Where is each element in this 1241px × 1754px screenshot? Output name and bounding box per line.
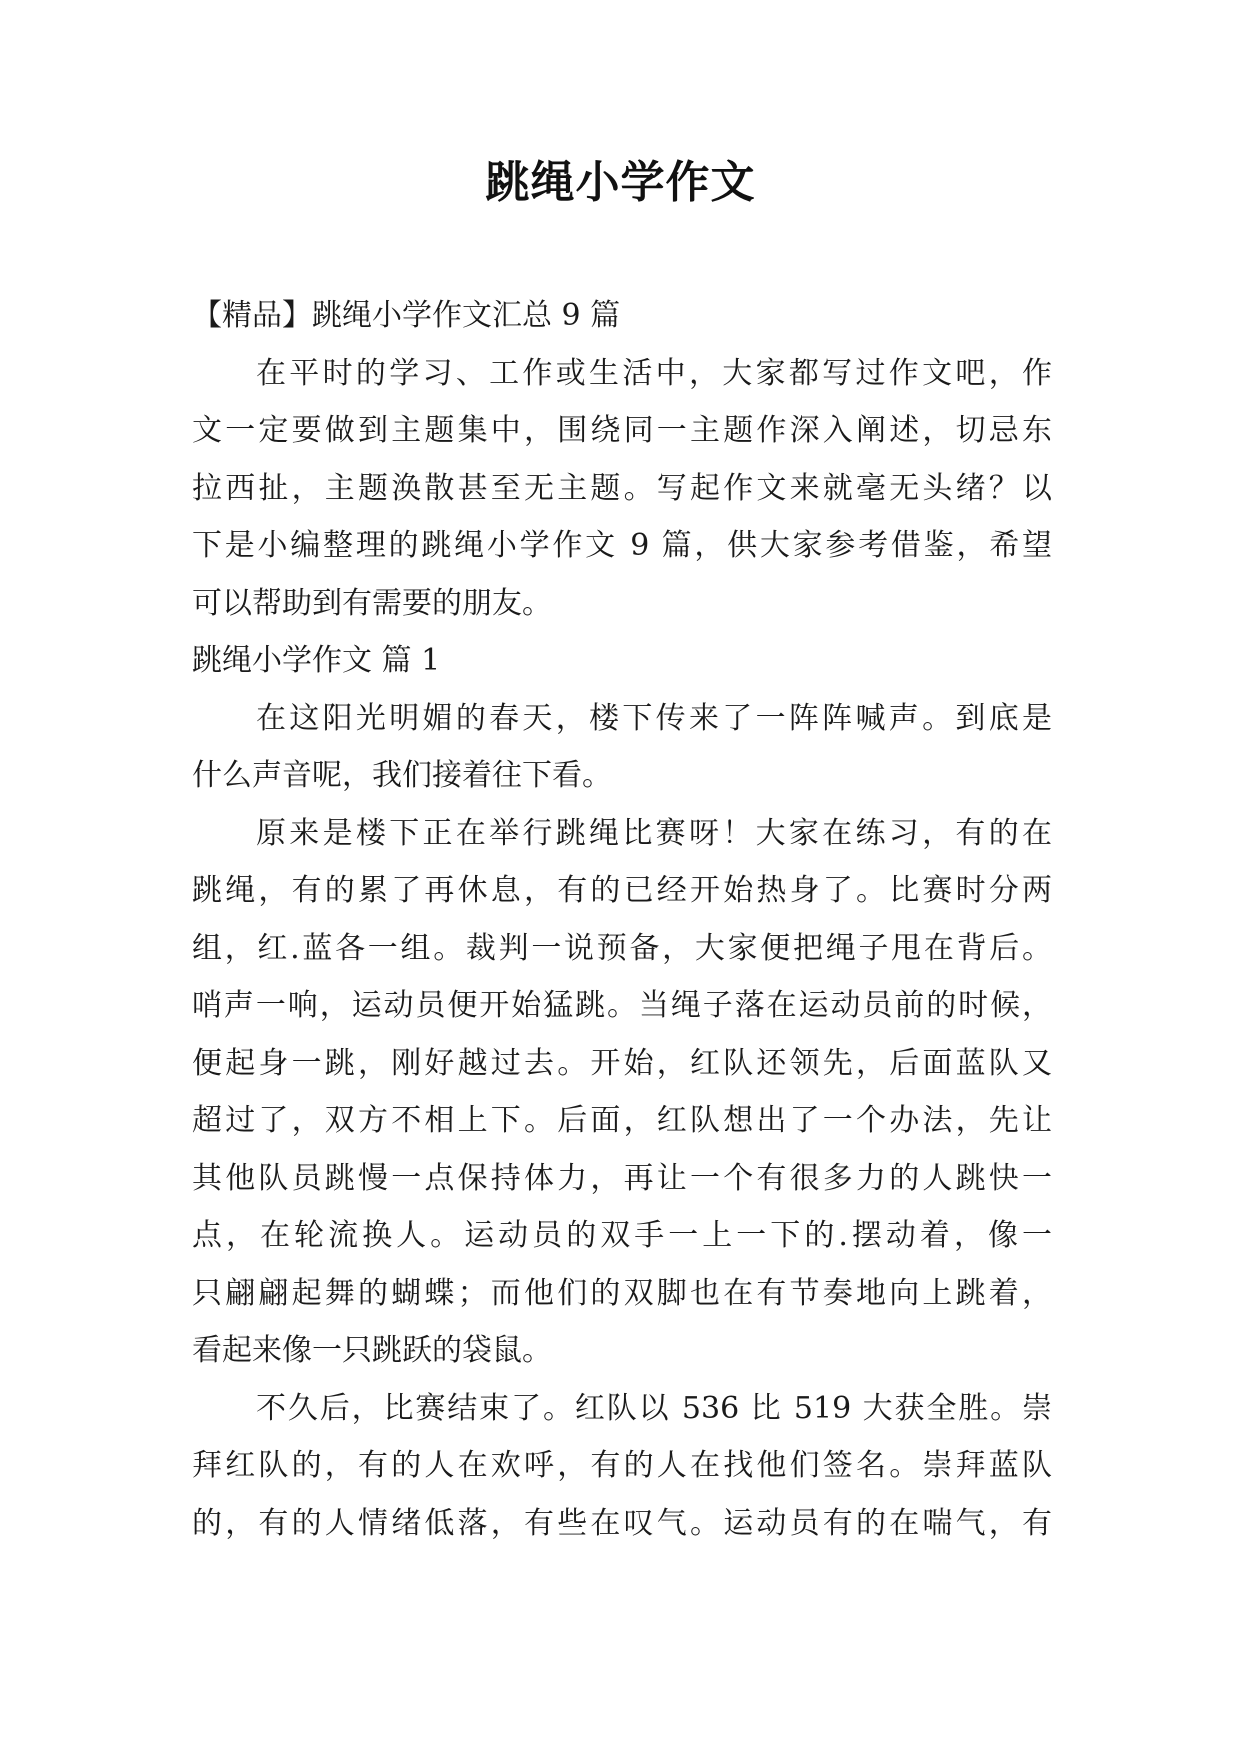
text-line: 点，在轮流换人。运动员的双手一上一下的.摆动着，像一 xyxy=(192,1218,1052,1253)
text-line: 便起身一跳，刚好越过去。开始，红队还领先，后面蓝队又 xyxy=(192,1045,1052,1081)
document-title: 跳绳小学作文 xyxy=(485,157,756,208)
text-line: 在平时的学习、工作或生活中，大家都写过作文吧，作 xyxy=(256,355,1052,391)
text-line: 组，红.蓝各一组。裁判一说预备，大家便把绳子甩在背后。 xyxy=(192,930,1052,966)
text-line: 不久后，比赛结束了。红队以 536 比 519 大获全胜。崇 xyxy=(256,1390,1052,1426)
text-line: 原来是楼下正在举行跳绳比赛呀！大家在练习，有的在 xyxy=(256,815,1052,851)
text-line: 什么声音呢，我们接着往下看。 xyxy=(192,758,612,793)
text-line: 的，有的人情绪低落，有些在叹气。运动员有的在喘气，有 xyxy=(192,1505,1052,1541)
text-line: 拉西扯，主题涣散甚至无主题。写起作文来就毫无头绪？以 xyxy=(192,470,1052,506)
document-body xyxy=(192,287,1052,1552)
text-line: 【精品】跳绳小学作文汇总 9 篇 xyxy=(192,298,621,333)
text-line: 跳绳小学作文 篇 1 xyxy=(192,643,441,678)
text-line: 拜红队的，有的人在欢呼，有的人在找他们签名。崇拜蓝队 xyxy=(192,1448,1052,1483)
text-line: 下是小编整理的跳绳小学作文 9 篇，供大家参考借鉴，希望 xyxy=(192,528,1052,563)
text-line: 看起来像一只跳跃的袋鼠。 xyxy=(192,1333,552,1368)
text-line: 其他队员跳慢一点保持体力，再让一个有很多力的人跳快一 xyxy=(192,1160,1052,1196)
text-line: 文一定要做到主题集中，围绕同一主题作深入阐述，切忌东 xyxy=(192,413,1052,448)
text-line: 跳绳，有的累了再休息，有的已经开始热身了。比赛时分两 xyxy=(192,873,1052,908)
text-line: 只翩翩起舞的蝴蝶；而他们的双脚也在有节奏地向上跳着， xyxy=(192,1275,1052,1311)
text-line: 超过了，双方不相上下。后面，红队想出了一个办法，先让 xyxy=(192,1103,1052,1138)
text-line: 哨声一响，运动员便开始猛跳。当绳子落在运动员前的时候， xyxy=(192,988,1052,1023)
text-line: 在这阳光明媚的春天，楼下传来了一阵阵喊声。到底是 xyxy=(256,700,1052,736)
text-line: 可以帮助到有需要的朋友。 xyxy=(192,585,552,621)
